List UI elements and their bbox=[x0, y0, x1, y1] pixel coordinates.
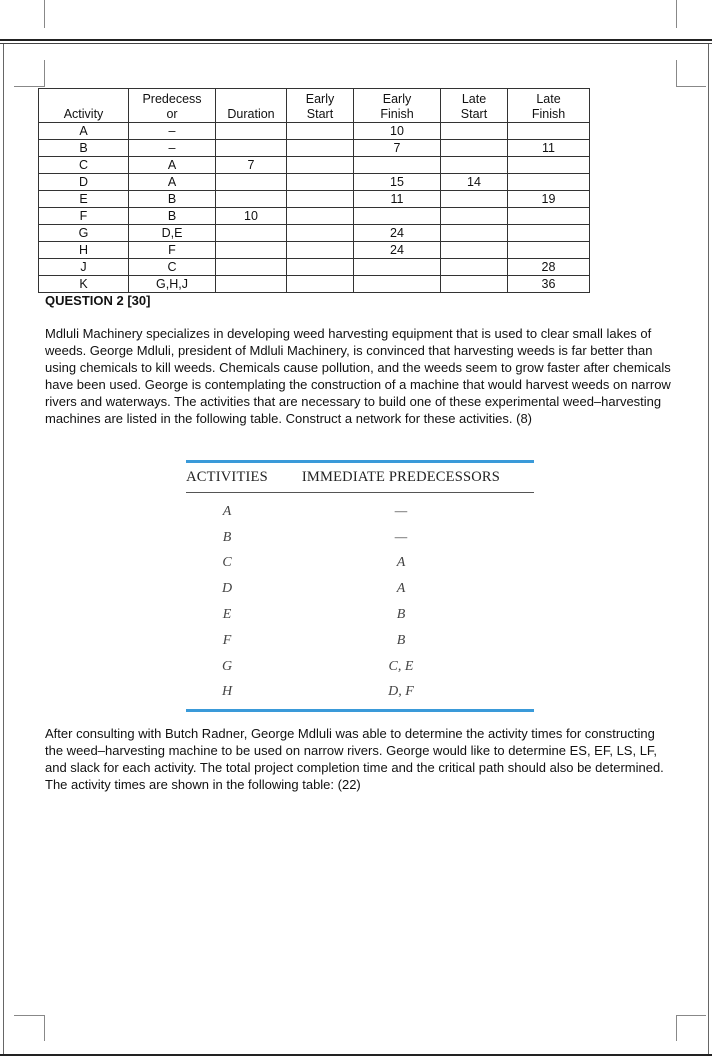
schedule-cell: C bbox=[129, 259, 216, 276]
header-early-start: Early Start bbox=[287, 89, 354, 123]
activity-cell: A bbox=[222, 503, 232, 519]
previous-page-strip bbox=[0, 0, 712, 38]
schedule-cell bbox=[216, 242, 287, 259]
predecessor-cell: B bbox=[396, 607, 406, 623]
activity-cell: E bbox=[222, 607, 232, 623]
schedule-cell bbox=[354, 259, 441, 276]
schedule-cell: 15 bbox=[354, 174, 441, 191]
activity-cell: H bbox=[221, 684, 233, 700]
schedule-row bbox=[39, 174, 590, 191]
schedule-cell bbox=[441, 140, 508, 157]
schedule-cell: J bbox=[39, 259, 129, 276]
activity-cell: C bbox=[222, 555, 232, 571]
schedule-cell bbox=[287, 174, 354, 191]
question-paragraph-1: Mdluli Machinery specializes in developing weed harvesting equipment that is used to clear small lakes of weeds. George Mdluli, president of Mdluli Machinery, is convinced that harvesting weeds is far better than using chemicals to kill weeds. Chemicals cause pollution, and the weeds seem to grow faster after chemicals have been used. George is contemplating the construction of a machine that would harvest weeds on narrow rivers and waterways. The activities that are necessary to build one of these experimental weed–harvesting machines are listed in the following table. Construct a network for these activities. (8) bbox=[45, 326, 671, 426]
schedule-cell bbox=[287, 191, 354, 208]
question-paragraph-2: After consulting with Butch Radner, George Mdluli was able to determine the activity times for constructing the weed–harvesting machine to be used on narrow rivers. George would like to determine ES, EF, LS, LF, and slack for each activity. The total project completion time and the critical path should also be determined. The activity times are shown in the following table: (22) bbox=[45, 726, 664, 792]
crop-mark bbox=[14, 1015, 45, 1016]
schedule-cell bbox=[508, 242, 590, 259]
activity-cell: D bbox=[221, 581, 233, 597]
schedule-cell: B bbox=[39, 140, 129, 157]
schedule-cell: 14 bbox=[441, 174, 508, 191]
schedule-cell: 24 bbox=[354, 242, 441, 259]
schedule-cell: E bbox=[39, 191, 129, 208]
predecessor-cell: C, E bbox=[388, 658, 414, 674]
predecessor-row bbox=[186, 602, 534, 628]
schedule-cell: 10 bbox=[354, 123, 441, 140]
crop-mark bbox=[44, 0, 45, 28]
schedule-cell bbox=[287, 123, 354, 140]
crop-mark bbox=[44, 1015, 45, 1041]
schedule-cell bbox=[354, 276, 441, 293]
predecessor-cell: B bbox=[396, 632, 406, 648]
schedule-cell: C bbox=[39, 157, 129, 174]
page-border-top bbox=[0, 43, 712, 44]
schedule-cell bbox=[441, 259, 508, 276]
schedule-cell: G bbox=[39, 225, 129, 242]
table-bottom-rule bbox=[186, 709, 534, 712]
schedule-row bbox=[39, 259, 590, 276]
page-border-right bbox=[708, 44, 709, 1054]
schedule-cell: 7 bbox=[354, 140, 441, 157]
schedule-cell: 19 bbox=[508, 191, 590, 208]
schedule-cell bbox=[216, 123, 287, 140]
schedule-cell bbox=[354, 208, 441, 225]
schedule-cell: 28 bbox=[508, 259, 590, 276]
schedule-row bbox=[39, 191, 590, 208]
schedule-cell bbox=[441, 208, 508, 225]
schedule-table bbox=[38, 88, 590, 293]
schedule-cell bbox=[287, 242, 354, 259]
schedule-cell bbox=[441, 276, 508, 293]
header-predecessor: Predecess or bbox=[129, 89, 216, 123]
schedule-row bbox=[39, 123, 590, 140]
predecessor-cell: A bbox=[396, 581, 406, 597]
header-activity: Activity bbox=[39, 89, 129, 123]
crop-mark bbox=[676, 1015, 706, 1016]
schedule-row bbox=[39, 140, 590, 157]
predecessor-header-row bbox=[186, 463, 534, 493]
schedule-cell: G,H,J bbox=[129, 276, 216, 293]
schedule-row bbox=[39, 208, 590, 225]
predecessor-cell: D, F bbox=[388, 684, 414, 700]
predecessor-table bbox=[186, 463, 534, 705]
schedule-cell: D,E bbox=[129, 225, 216, 242]
predecessor-table-figure bbox=[186, 460, 534, 712]
schedule-cell bbox=[508, 123, 590, 140]
schedule-cell bbox=[216, 140, 287, 157]
schedule-cell bbox=[441, 191, 508, 208]
schedule-cell bbox=[216, 225, 287, 242]
schedule-row bbox=[39, 157, 590, 174]
predecessor-cell: — bbox=[394, 503, 408, 519]
schedule-cell bbox=[287, 208, 354, 225]
predecessor-row bbox=[186, 576, 534, 602]
predecessor-row bbox=[186, 628, 534, 654]
schedule-cell: A bbox=[39, 123, 129, 140]
crop-mark bbox=[676, 1015, 677, 1041]
schedule-cell bbox=[354, 157, 441, 174]
schedule-cell: B bbox=[129, 191, 216, 208]
page-border-left bbox=[3, 44, 4, 1054]
predecessor-row bbox=[186, 654, 534, 680]
predecessor-row bbox=[186, 525, 534, 551]
predecessor-row bbox=[186, 680, 534, 706]
schedule-cell bbox=[216, 276, 287, 293]
schedule-cell bbox=[216, 174, 287, 191]
header-late-start: Late Start bbox=[441, 89, 508, 123]
crop-mark bbox=[676, 86, 706, 87]
schedule-cell bbox=[441, 225, 508, 242]
schedule-cell: B bbox=[129, 208, 216, 225]
schedule-cell bbox=[216, 259, 287, 276]
header-activities: ACTIVITIES bbox=[186, 463, 268, 493]
schedule-cell: A bbox=[129, 157, 216, 174]
crop-mark bbox=[676, 0, 677, 28]
schedule-cell: 11 bbox=[508, 140, 590, 157]
crop-mark bbox=[14, 86, 45, 87]
schedule-cell bbox=[508, 174, 590, 191]
header-immediate-predecessors: IMMEDIATE PREDECESSORS bbox=[268, 463, 534, 493]
schedule-cell: 7 bbox=[216, 157, 287, 174]
schedule-cell: D bbox=[39, 174, 129, 191]
activity-cell: F bbox=[222, 632, 232, 648]
schedule-cell bbox=[441, 242, 508, 259]
schedule-row bbox=[39, 276, 590, 293]
page-separator bbox=[0, 39, 712, 41]
schedule-cell bbox=[508, 157, 590, 174]
schedule-cell: 36 bbox=[508, 276, 590, 293]
schedule-cell: H bbox=[39, 242, 129, 259]
schedule-cell: 10 bbox=[216, 208, 287, 225]
header-duration: Duration bbox=[216, 89, 287, 123]
activity-cell: G bbox=[221, 658, 233, 674]
header-early-finish: Early Finish bbox=[354, 89, 441, 123]
schedule-cell: F bbox=[129, 242, 216, 259]
schedule-cell bbox=[287, 225, 354, 242]
predecessor-cell: A bbox=[396, 555, 406, 571]
schedule-cell bbox=[287, 140, 354, 157]
schedule-cell: A bbox=[129, 174, 216, 191]
schedule-cell bbox=[216, 191, 287, 208]
schedule-cell bbox=[287, 276, 354, 293]
crop-mark bbox=[44, 60, 45, 87]
schedule-header-row bbox=[39, 89, 590, 123]
predecessor-cell: — bbox=[394, 529, 408, 545]
schedule-cell: – bbox=[129, 140, 216, 157]
schedule-cell bbox=[508, 225, 590, 242]
crop-mark bbox=[676, 60, 677, 87]
schedule-cell: K bbox=[39, 276, 129, 293]
question-title: QUESTION 2 [30] bbox=[45, 293, 151, 308]
schedule-cell bbox=[287, 259, 354, 276]
schedule-cell: 24 bbox=[354, 225, 441, 242]
header-late-finish: Late Finish bbox=[508, 89, 590, 123]
schedule-cell: 11 bbox=[354, 191, 441, 208]
schedule-cell bbox=[441, 157, 508, 174]
page-border-bottom bbox=[0, 1054, 712, 1056]
predecessor-row bbox=[186, 551, 534, 577]
schedule-cell: F bbox=[39, 208, 129, 225]
schedule-cell bbox=[287, 157, 354, 174]
schedule-cell bbox=[508, 208, 590, 225]
predecessor-row bbox=[186, 493, 534, 525]
schedule-row bbox=[39, 225, 590, 242]
schedule-cell bbox=[441, 123, 508, 140]
schedule-cell: – bbox=[129, 123, 216, 140]
schedule-row bbox=[39, 242, 590, 259]
activity-cell: B bbox=[222, 529, 232, 545]
